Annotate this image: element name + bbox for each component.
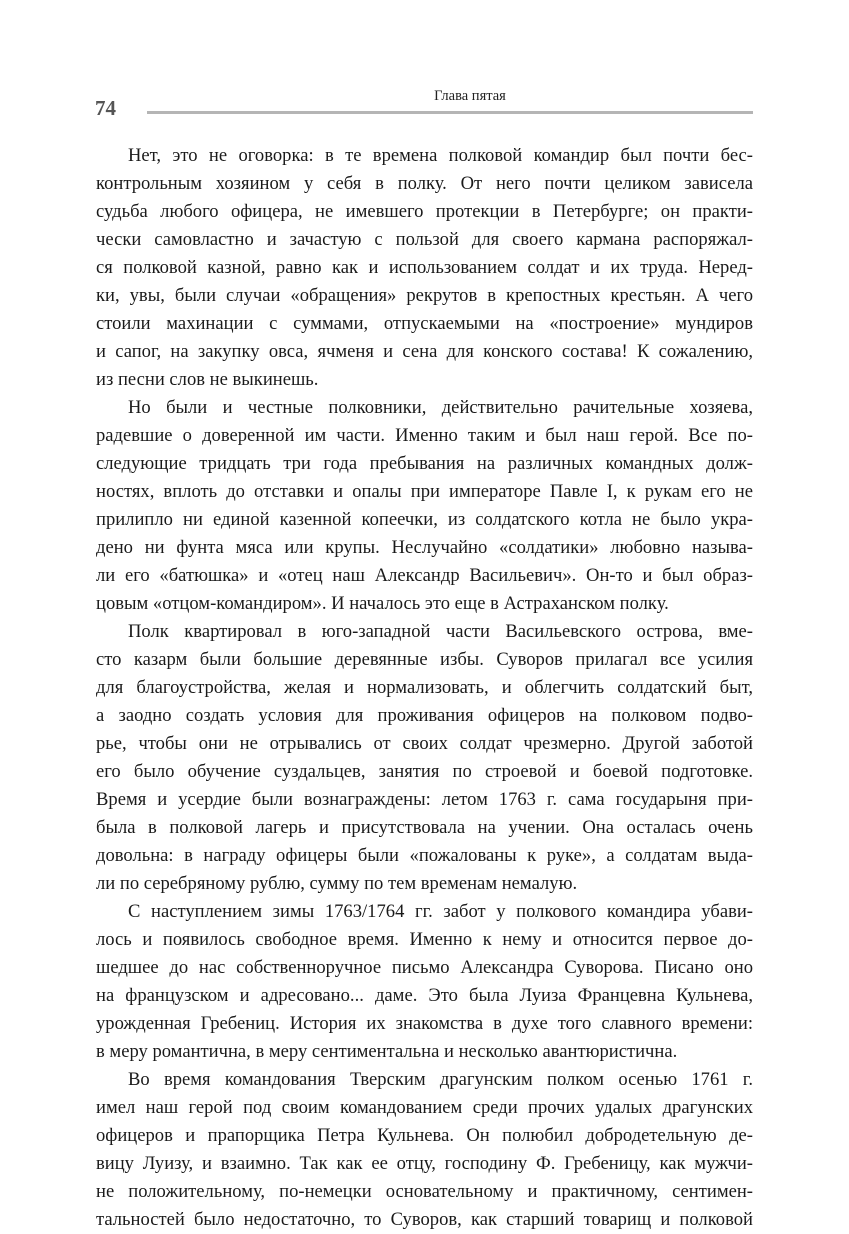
text-line: прилипло ни единой казенной копеечки, из солдатского котла не было укра- bbox=[96, 509, 753, 530]
paragraph bbox=[96, 394, 753, 618]
text-line: шедшее до нас собственноручное письмо Александра Суворова. Писано оно bbox=[96, 957, 753, 978]
text-line: радевшие о доверенной им части. Именно таким и был наш герой. Все по- bbox=[96, 425, 753, 446]
text-line: из песни слов не выкинешь. bbox=[96, 369, 319, 390]
text-line: ся полковой казной, равно как и использованием солдат и их труда. Неред- bbox=[96, 257, 753, 278]
text-line: имел наш герой под своим командованием среди прочих удалых драгунских bbox=[96, 1097, 753, 1118]
text-line: на французском и адресовано... даме. Это была Луиза Францевна Кульнева, bbox=[96, 985, 753, 1006]
header-rule bbox=[147, 111, 753, 114]
body-text bbox=[96, 142, 753, 1234]
text-line: С наступлением зимы 1763/1764 гг. забот у полкового командира убави- bbox=[128, 901, 753, 922]
text-line: урожденная Гребениц. История их знакомства в духе того славного времени: bbox=[96, 1013, 753, 1034]
text-line: ки, увы, были случаи «обращения» рекрутов в крепостных крестьян. А чего bbox=[96, 285, 753, 306]
text-line: и сапог, на закупку овса, ячменя и сена для конского состава! К сожалению, bbox=[96, 341, 753, 362]
text-line: ностях, вплоть до отставки и опалы при императоре Павле I, к рукам его не bbox=[96, 481, 753, 502]
paragraph bbox=[96, 1066, 753, 1234]
text-line: Нет, это не оговорка: в те времена полковой командир был почти бес- bbox=[128, 145, 753, 166]
text-line: судьба любого офицера, не имевшего протекции в Петербурге; он практи- bbox=[96, 201, 753, 222]
text-line: следующие тридцать три года пребывания на различных командных долж- bbox=[96, 453, 753, 474]
paragraph bbox=[96, 898, 753, 1066]
text-line: а заодно создать условия для проживания офицеров на полковом подво- bbox=[96, 705, 753, 726]
text-line: не положительному, по-немецки основательному и практичному, сентимен- bbox=[96, 1181, 753, 1202]
text-line: сто казарм были большие деревянные избы. Суворов прилагал все усилия bbox=[96, 649, 753, 670]
text-line: дено ни фунта мяса или крупы. Неслучайно «солдатики» любовно называ- bbox=[96, 537, 753, 558]
text-line: лось и появилось свободное время. Именно к нему и относится первое до- bbox=[96, 929, 753, 950]
text-line: Во время командования Тверским драгунским полком осенью 1761 г. bbox=[128, 1069, 753, 1090]
text-line: Время и усердие были вознаграждены: летом 1763 г. сама государыня при- bbox=[96, 789, 753, 810]
text-line: тальностей было недостаточно, то Суворов, как старший товарищ и полковой bbox=[96, 1209, 753, 1230]
paragraph bbox=[96, 142, 753, 394]
text-line: стоили махинации с суммами, отпускаемыми на «построение» мундиров bbox=[96, 313, 753, 334]
text-line: рье, чтобы они не отрывались от своих солдат чрезмерно. Другой заботой bbox=[96, 733, 753, 754]
text-line: довольна: в награду офицеры были «пожалованы к руке», а солдатам выда- bbox=[96, 845, 753, 866]
text-line: контрольным хозяином у себя в полку. От него почти целиком зависела bbox=[96, 173, 753, 194]
text-line: ли по серебряному рублю, сумму по тем временам немалую. bbox=[96, 873, 578, 894]
paragraph bbox=[96, 618, 753, 898]
text-line: Но были и честные полковники, действительно рачительные хозяева, bbox=[128, 397, 753, 418]
page-number: 74 bbox=[95, 96, 116, 120]
text-line: офицеров и прапорщика Петра Кульнева. Он полюбил добродетельную де- bbox=[96, 1125, 753, 1146]
text-line: для благоустройства, желая и нормализовать, и облегчить солдатский быт, bbox=[96, 677, 753, 698]
text-line: цовым «отцом-командиром». И началось это еще в Астраханском полку. bbox=[96, 593, 669, 614]
text-line: в меру романтична, в меру сентиментальна и несколько авантюристична. bbox=[96, 1041, 678, 1062]
text-line: Полк квартировал в юго-западной части Васильевского острова, вме- bbox=[128, 621, 753, 642]
text-line: чески самовластно и зачастую с пользой для своего кармана распоряжал- bbox=[96, 229, 753, 250]
text-line: была в полковой лагерь и присутствовала на учении. Она осталась очень bbox=[96, 817, 753, 838]
text-line: ли его «батюшка» и «отец наш Александр Васильевич». Он-то и был образ- bbox=[96, 565, 753, 586]
text-line: вицу Луизу, и взаимно. Так как ее отцу, господину Ф. Гребеницу, как мужчи- bbox=[96, 1153, 753, 1174]
running-head-title: Глава пятая bbox=[434, 88, 506, 104]
text-line: его было обучение суздальцев, занятия по строевой и боевой подготовке. bbox=[96, 761, 753, 782]
